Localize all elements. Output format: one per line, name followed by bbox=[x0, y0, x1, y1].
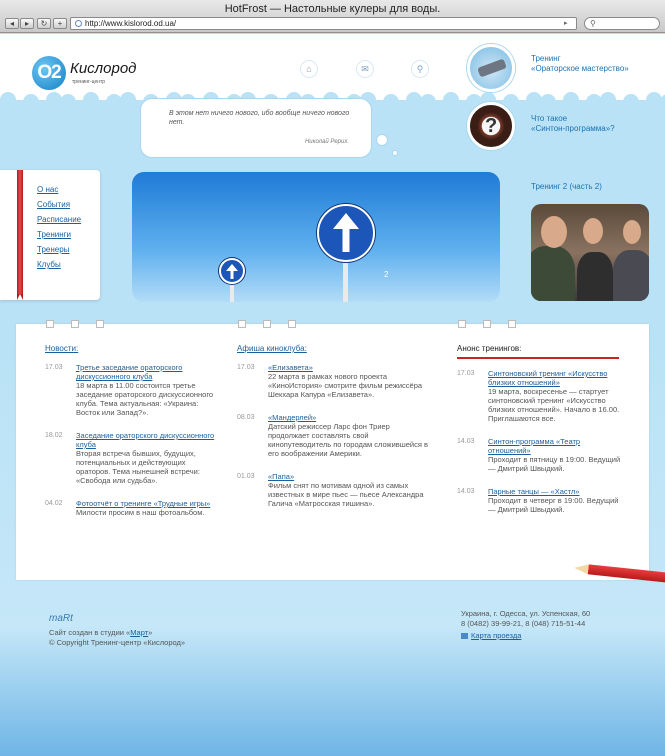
cloud-bubble bbox=[540, 94, 556, 110]
cloud-bubble bbox=[60, 94, 76, 110]
clip bbox=[46, 320, 54, 328]
quote-dot bbox=[392, 150, 398, 156]
logo-badge: O2 bbox=[32, 56, 66, 90]
news-date: 17.03 bbox=[45, 364, 63, 371]
news-column bbox=[45, 344, 220, 531]
sign-pole bbox=[343, 258, 348, 302]
logo-subtitle: тренинг-центр bbox=[72, 79, 106, 85]
cloud-bubble bbox=[563, 92, 579, 108]
large-road-sign bbox=[317, 204, 375, 262]
go-icon[interactable]: ▸ bbox=[564, 20, 568, 27]
cinema-date: 01.03 bbox=[237, 473, 255, 480]
news-title[interactable]: Заседание ораторского дискуссионного клуба bbox=[76, 431, 215, 449]
clip bbox=[263, 320, 271, 328]
content-panel bbox=[16, 324, 649, 580]
banner-number: 2 bbox=[384, 270, 389, 279]
trainings-column bbox=[457, 344, 622, 528]
globe-icon bbox=[75, 20, 82, 27]
video-title[interactable]: Тренинг 2 (часть 2) bbox=[531, 182, 602, 191]
created-suffix: » bbox=[148, 628, 153, 637]
training-item bbox=[457, 437, 622, 473]
window-title: HotFrost — Настольные кулеры для воды. bbox=[224, 3, 441, 15]
news-item bbox=[45, 499, 220, 517]
cinema-item bbox=[237, 413, 433, 458]
cloud-bubble bbox=[83, 92, 99, 108]
address: Украина, г. Одесса, ул. Успенская, 60 bbox=[461, 609, 591, 618]
promo-oratory-line2: «Ораторское мастерство» bbox=[531, 64, 629, 73]
map-link[interactable] bbox=[461, 631, 590, 641]
news-heading[interactable]: Новости: bbox=[45, 344, 79, 353]
training-title[interactable]: Парные танцы — «Хастл» bbox=[488, 487, 580, 496]
news-title[interactable]: Третье заседание ораторского дискуссионного клуба bbox=[76, 363, 183, 381]
training-item bbox=[457, 369, 622, 423]
web-page bbox=[0, 34, 665, 756]
quote-dot bbox=[376, 134, 388, 146]
cinema-text: Датский режиссер Ларс фон Триер продолжает составлять свой кинопутеводитель по городам сложившейся в его воображении Америки. bbox=[268, 422, 428, 458]
quote-text: В этом нет ничего нового, ибо вообще ничего нового нет. bbox=[169, 110, 350, 126]
menu-item-trainers[interactable]: Тренеры bbox=[37, 245, 70, 254]
training-item bbox=[457, 487, 622, 514]
reload-button[interactable]: ↻ bbox=[37, 18, 51, 29]
cinema-date: 08.03 bbox=[237, 414, 255, 421]
add-bookmark-button[interactable]: + bbox=[53, 18, 67, 29]
small-road-sign bbox=[219, 258, 245, 284]
news-text: Вторая встреча бывших, будущих, потенциальных и действующих ораторов. Тема нынешней встречи: «Свобода или судьба». bbox=[76, 449, 200, 485]
address-url: http://www.kislorod.od.ua/ bbox=[85, 19, 177, 28]
cinema-column bbox=[237, 344, 433, 522]
search-icon[interactable]: ⚲ bbox=[411, 60, 429, 78]
news-item bbox=[45, 363, 220, 417]
promo-oratory[interactable] bbox=[531, 54, 629, 74]
cinema-title[interactable]: «Мандерлей» bbox=[268, 413, 317, 422]
cloud-bubble bbox=[383, 94, 399, 110]
promo-synton-line1: Что такое bbox=[531, 114, 568, 123]
news-date: 18.02 bbox=[45, 432, 63, 439]
menu-item-clubs[interactable]: Клубы bbox=[37, 260, 61, 269]
cinema-text: Фильм снят по мотивам одной из самых известных в мире пьес — пьесе Александра Галича «Матросская тишина». bbox=[268, 481, 424, 508]
cloud-bubble bbox=[0, 92, 16, 108]
clip bbox=[238, 320, 246, 328]
map-link-label: Карта проезда bbox=[471, 631, 522, 640]
bookmark-ribbon bbox=[17, 170, 23, 294]
training-title[interactable]: Синтон-программа «Театр отношений» bbox=[488, 437, 581, 455]
menu-item-schedule[interactable]: Расписание bbox=[37, 215, 82, 224]
footer-right bbox=[461, 609, 590, 641]
news-item bbox=[45, 431, 220, 485]
clip bbox=[288, 320, 296, 328]
mart-logo[interactable]: maRt bbox=[49, 613, 73, 624]
heading-underline bbox=[457, 357, 619, 359]
news-date: 04.02 bbox=[45, 500, 63, 507]
cloud-bubble bbox=[443, 92, 459, 108]
cinema-text: 22 марта в рамках нового проекта «КиноИстория» смотрите фильм режиссёра Шекхара Капура «Елизавета». bbox=[268, 372, 423, 399]
training-text: Проходит в четверг в 19:00. Ведущий — Дмитрий Швыдкий. bbox=[488, 496, 619, 514]
training-title[interactable]: Синтоновский тренинг «Искусство близких отношений» bbox=[488, 369, 608, 387]
cloud-bubble bbox=[420, 94, 436, 110]
cinema-date: 17.03 bbox=[237, 364, 255, 371]
menu-item-about[interactable]: О нас bbox=[37, 185, 59, 194]
quote-author: Николай Рерих. bbox=[304, 139, 349, 145]
promo-oratory-line1: Тренинг bbox=[531, 54, 561, 63]
map-icon bbox=[461, 633, 468, 639]
home-icon[interactable]: ⌂ bbox=[300, 60, 318, 78]
banner-image[interactable] bbox=[132, 172, 500, 302]
cinema-title[interactable]: «Елизавета» bbox=[268, 363, 313, 372]
browser-chrome bbox=[0, 0, 665, 33]
back-button[interactable]: ◂ bbox=[5, 18, 19, 29]
menu-item-trainings[interactable]: Тренинги bbox=[37, 230, 72, 239]
clip bbox=[458, 320, 466, 328]
footer-left bbox=[49, 614, 185, 648]
clip bbox=[508, 320, 516, 328]
studio-link[interactable]: Март bbox=[130, 628, 149, 637]
promo-synton[interactable] bbox=[531, 114, 615, 134]
cinema-heading[interactable]: Афиша киноклуба: bbox=[237, 344, 307, 353]
clip bbox=[483, 320, 491, 328]
created-prefix: Сайт создан в студии « bbox=[49, 628, 131, 637]
training-date: 14.03 bbox=[457, 488, 475, 495]
address-bar[interactable] bbox=[70, 17, 577, 30]
trainings-heading: Анонс тренингов: bbox=[457, 344, 522, 353]
news-text: 18 марта в 11.00 состоится третье заседание ораторского дискуссионного клуба. Тема актуальная: «Украина: Восток или Запад?». bbox=[76, 381, 214, 417]
cloud-bubble bbox=[120, 92, 136, 108]
news-title[interactable]: Фотоотчёт о тренинге «Трудные игры» bbox=[76, 499, 211, 508]
cloud-bubble bbox=[600, 92, 616, 108]
main-menu bbox=[0, 170, 100, 300]
training-text: Проходит в пятницу в 19:00. Ведущий — Дмитрий Швыдкий. bbox=[488, 455, 621, 473]
training-date: 14.03 bbox=[457, 438, 475, 445]
keys-image[interactable] bbox=[467, 44, 515, 92]
cloud-bubble bbox=[23, 94, 39, 110]
created-by bbox=[49, 628, 185, 638]
forward-button[interactable]: ▸ bbox=[20, 18, 34, 29]
clip bbox=[71, 320, 79, 328]
clock-image[interactable]: ? bbox=[467, 102, 515, 150]
video-thumbnail[interactable] bbox=[531, 204, 649, 301]
cloud-bubble bbox=[623, 94, 639, 110]
mail-icon[interactable]: ✉ bbox=[356, 60, 374, 78]
cinema-title[interactable]: «Папа» bbox=[268, 472, 295, 481]
magnifier-icon: ⚲ bbox=[590, 19, 596, 28]
menu-item-events[interactable]: События bbox=[37, 200, 71, 209]
clip bbox=[96, 320, 104, 328]
copyright: © Copyright Тренинг-центр «Кислород» bbox=[49, 638, 186, 647]
quote-bubble bbox=[140, 98, 372, 158]
training-text: 19 марта, воскресенье — стартует синтоновский тренинг «Искусство близких отношений». Начало в 16.00. Приглашаются все. bbox=[488, 387, 620, 423]
promo-synton-line2: «Синтон-программа»? bbox=[531, 124, 615, 133]
training-date: 17.03 bbox=[457, 370, 475, 377]
cinema-item bbox=[237, 363, 433, 399]
site-logo[interactable] bbox=[32, 54, 142, 92]
logo-text: Кислород bbox=[70, 60, 137, 77]
news-text: Милости просим в наш фотоальбом. bbox=[76, 508, 205, 517]
phones: 8 (0482) 39-99-21, 8 (048) 715-51-44 bbox=[461, 619, 586, 628]
search-field[interactable] bbox=[584, 17, 660, 30]
cinema-item bbox=[237, 472, 433, 508]
